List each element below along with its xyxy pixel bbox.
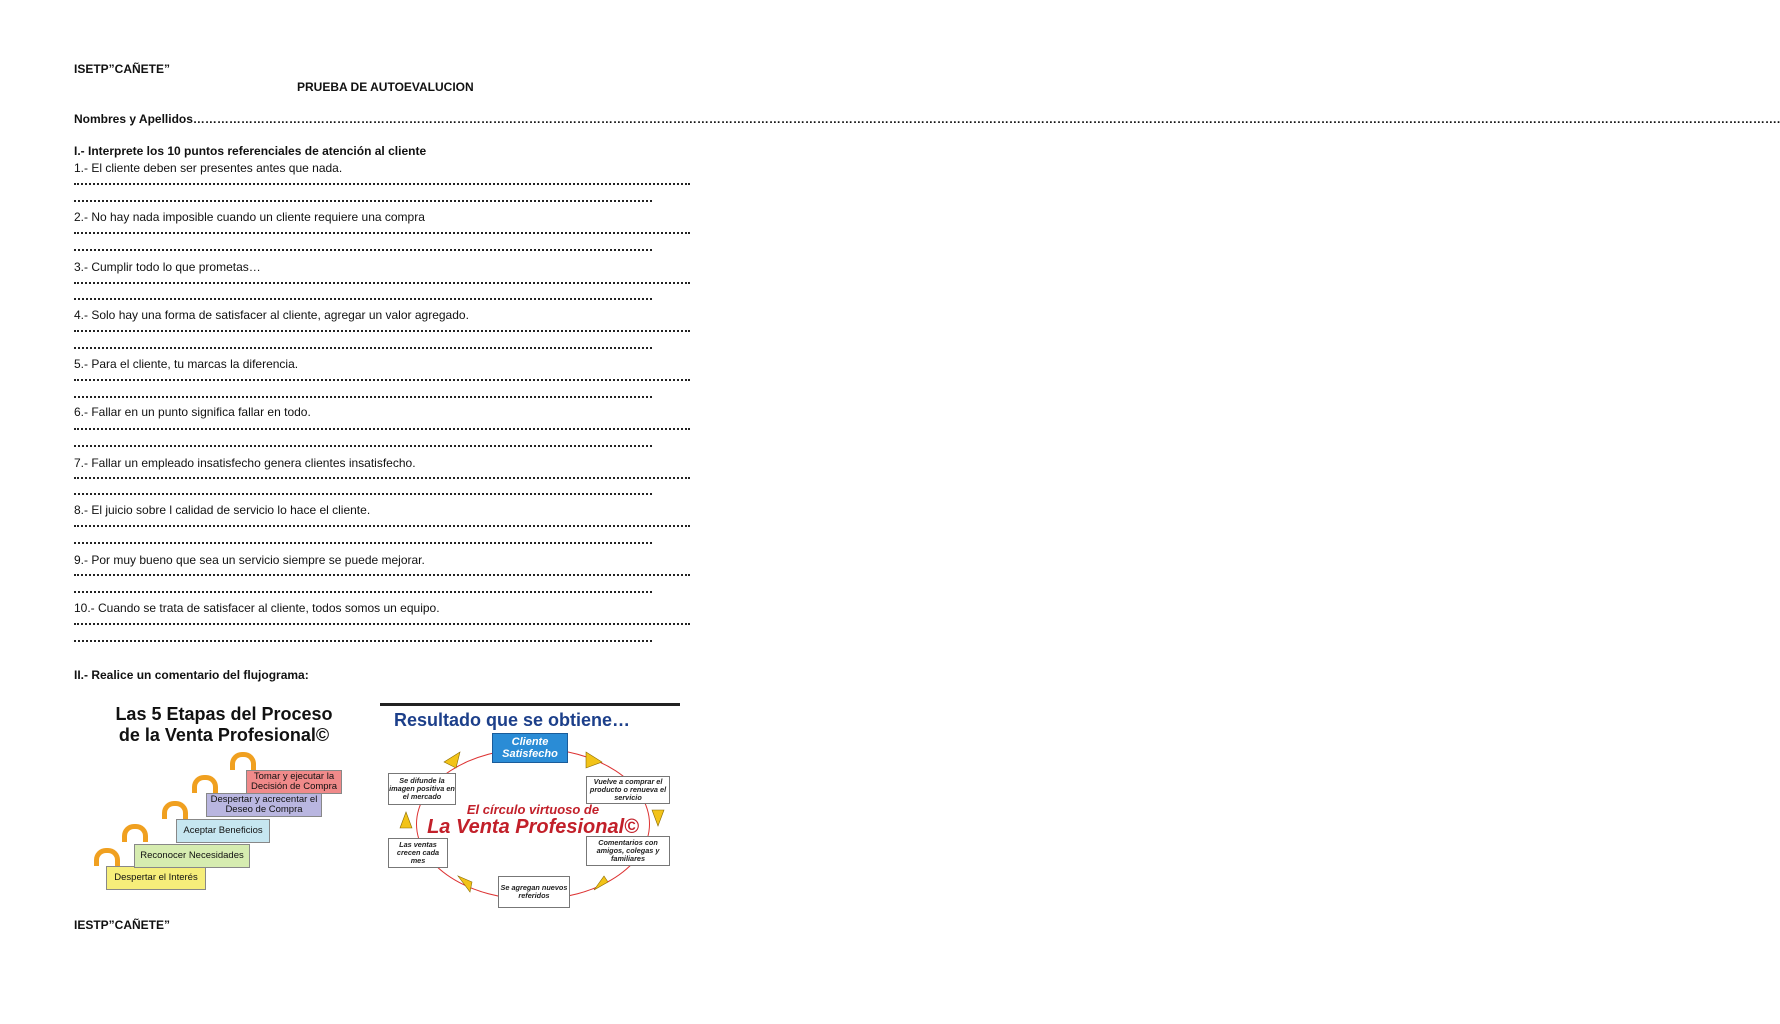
answer-line	[74, 180, 690, 185]
answer-line	[74, 376, 690, 381]
satisfied-client-box: Cliente Satisfecho	[492, 733, 568, 763]
yellow-arrow-icon	[652, 810, 664, 826]
answer-line	[74, 344, 652, 349]
yellow-arrow-icon	[586, 752, 602, 768]
orange-arrow-icon	[94, 848, 120, 866]
answer-line	[74, 522, 690, 527]
figure1-title	[98, 704, 350, 746]
answer-line	[74, 474, 690, 479]
answer-line	[74, 620, 690, 625]
question-1: 1.- El cliente deben ser presentes antes que nada.	[74, 161, 343, 175]
stage-4-box: Despertar y acrecentar el Deseo de Compra	[206, 793, 322, 817]
question-9: 9.- Por muy bueno que sea un servicio siempre se puede mejorar.	[74, 553, 425, 567]
buys-again-box: Vuelve a comprar el producto o renueva el servicio	[586, 776, 670, 804]
footer-institution: IESTP”CAÑETE”	[74, 918, 171, 932]
comments-box: Comentarios con amigos, colegas y familiares	[586, 836, 670, 866]
answer-line	[74, 425, 690, 430]
answer-line	[74, 246, 652, 251]
answer-line	[74, 279, 690, 284]
answer-line	[74, 442, 652, 447]
answer-line	[74, 393, 652, 398]
circle-title: La Venta Profesional©	[427, 816, 639, 838]
question-3: 3.- Cumplir todo lo que prometas…	[74, 260, 261, 274]
orange-arrow-icon	[162, 801, 188, 819]
answer-line	[74, 539, 652, 544]
section1-heading: I.- Interprete los 10 puntos referenciales de atención al cliente	[74, 144, 427, 158]
figure2-title: Resultado que se obtiene…	[394, 710, 631, 730]
positive-image-box: Se difunde la imagen positiva en el mercado	[388, 773, 456, 805]
question-6: 6.- Fallar en un punto significa fallar en todo.	[74, 405, 311, 419]
yellow-arrows	[380, 706, 680, 913]
orange-arrow-icon	[230, 752, 256, 770]
answer-line	[74, 588, 652, 593]
orange-arrow-icon	[192, 775, 218, 793]
sales-stages-figure	[88, 700, 356, 912]
stage-5-box: Tomar y ejecutar la Decisión de Compra	[246, 770, 342, 794]
answer-line	[74, 327, 690, 332]
virtuous-circle-figure	[380, 703, 680, 913]
sales-grow-box: Las ventas crecen cada mes	[388, 838, 448, 868]
circle-subtitle: El círculo virtuoso de	[466, 802, 600, 817]
page-title: PRUEBA DE AUTOEVALUCION	[297, 80, 474, 94]
question-8: 8.- El juicio sobre l calidad de servicio lo hace el cliente.	[74, 503, 371, 517]
orange-arrow-icon	[122, 824, 148, 842]
answer-line	[74, 229, 690, 234]
answer-line	[74, 637, 652, 642]
question-7: 7.- Fallar un empleado insatisfecho genera clientes insatisfecho.	[74, 456, 416, 470]
yellow-arrow-icon	[444, 752, 460, 768]
name-line: Nombres y Apellidos……………………………………………………………………………………………………………………………………………………………………………………………………………………………………………………………………………………………………………………………………………………………….	[74, 112, 1780, 126]
question-10: 10.- Cuando se trata de satisfacer al cliente, todos somos un equipo.	[74, 601, 440, 615]
figure1-title-line2: de la Venta Profesional©	[118, 725, 330, 745]
answer-line	[74, 295, 652, 300]
answer-line	[74, 490, 652, 495]
answer-line	[74, 571, 690, 576]
stage-2-box: Reconocer Necesidades	[134, 844, 250, 868]
institution-header: ISETP”CAÑETE”	[74, 62, 171, 76]
section2-heading: II.- Realice un comentario del flujograma:	[74, 668, 309, 682]
stage-1-box: Despertar el Interés	[106, 866, 206, 890]
new-referrals-box: Se agregan nuevos referidos	[498, 876, 570, 908]
yellow-arrow-icon	[458, 876, 472, 892]
yellow-arrow-icon	[400, 812, 412, 828]
yellow-arrow-icon	[594, 876, 608, 890]
answer-line	[74, 197, 652, 202]
question-2: 2.- No hay nada imposible cuando un cliente requiere una compra	[74, 210, 425, 224]
question-4: 4.- Solo hay una forma de satisfacer al cliente, agregar un valor agregado.	[74, 308, 469, 322]
figure1-title-line1: Las 5 Etapas del Proceso	[115, 704, 333, 724]
stage-3-box: Aceptar Beneficios	[176, 819, 270, 843]
question-5: 5.- Para el cliente, tu marcas la diferencia.	[74, 357, 299, 371]
